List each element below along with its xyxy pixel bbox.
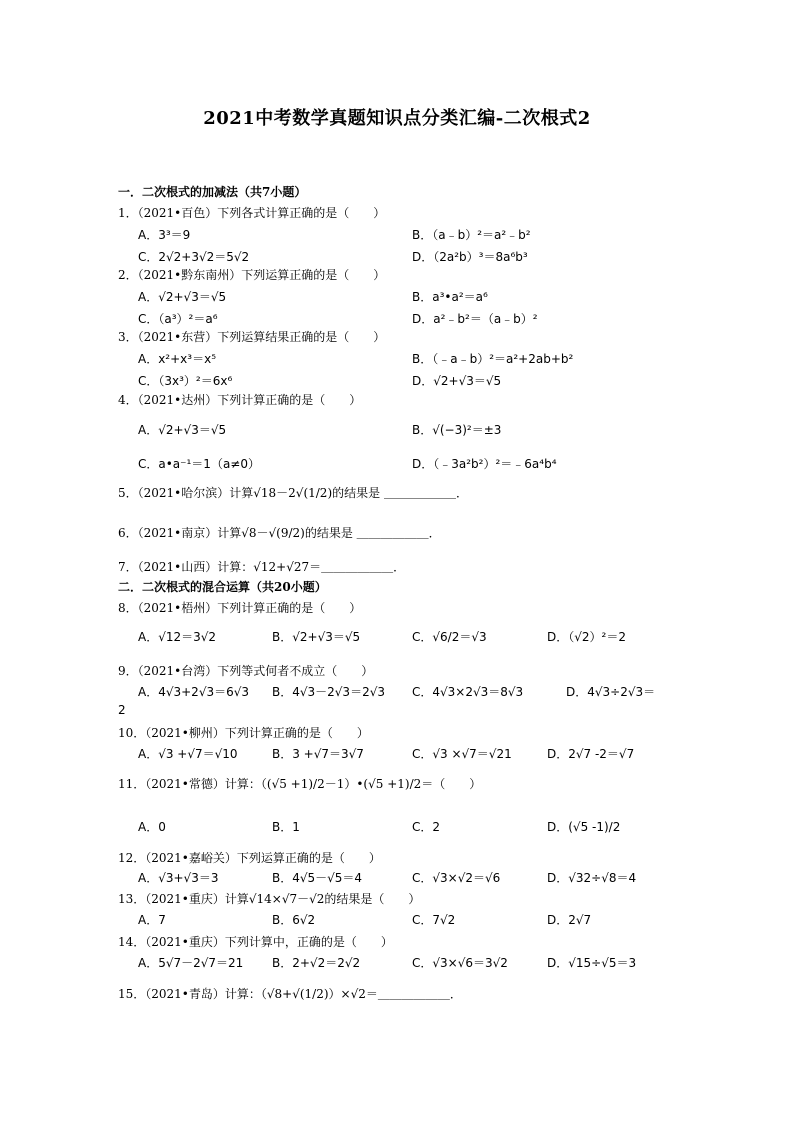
q1-option-d: D．（2a²b）³＝8a⁶b³	[412, 250, 528, 264]
q1-option-b: B．（a﹣b）²＝a²﹣b²	[412, 228, 531, 242]
q8-option-d: D．（√2）²＝2	[547, 630, 626, 644]
q12-option-c: C．√3×√2＝√6	[412, 871, 501, 885]
question-9-stem: 9．（2021•台湾）下列等式何者不成立（ ）	[118, 664, 374, 678]
q3-option-a: A．x²+x³＝x⁵	[138, 352, 217, 366]
q8-option-c: C．√6/2＝√3	[412, 630, 487, 644]
q10-option-a: A．√3 +√7＝√10	[138, 747, 238, 761]
question-3-stem: 3．（2021•东营）下列运算结果正确的是（ ）	[118, 330, 386, 344]
question-5-stem: 5．（2021•哈尔滨）计算√18－2√(1/2)的结果是 ＿＿＿＿＿＿．	[118, 486, 468, 500]
q1-option-a: A．3³＝9	[138, 228, 191, 242]
q9-option-d: D．4√3÷2√3＝	[566, 685, 656, 699]
question-6-stem: 6．（2021•南京）计算√8－√(9/2)的结果是 ＿＿＿＿＿＿．	[118, 526, 441, 540]
q9-option-b: B．4√3－2√3＝2√3	[272, 685, 385, 699]
question-13-stem: 13．（2021•重庆）计算√14×√7－√2的结果是（ ）	[118, 892, 421, 906]
q11-option-c: C．2	[412, 820, 441, 834]
q3-option-b: B．（﹣a﹣b）²＝a²+2ab+b²	[412, 352, 574, 366]
q8-option-a: A．√12＝3√2	[138, 630, 217, 644]
q14-option-a: A．5√7－2√7＝21	[138, 956, 244, 970]
q10-option-b: B．3 +√7＝3√7	[272, 747, 364, 761]
q4-option-d: D．（﹣3a²b²）²＝﹣6a⁴b⁴	[412, 457, 557, 471]
q2-option-c: C．（a³）²＝a⁶	[138, 312, 218, 326]
page-title: 2021中考数学真题知识点分类汇编-二次根式2	[203, 108, 591, 129]
q9-option-d-tail: 2	[118, 703, 126, 717]
q8-option-b: B．√2+√3＝√5	[272, 630, 361, 644]
question-2-stem: 2．（2021•黔东南州）下列运算正确的是（ ）	[118, 268, 386, 282]
q2-option-d: D．a²﹣b²＝（a﹣b）²	[412, 312, 538, 326]
question-8-stem: 8．（2021•梧州）下列计算正确的是（ ）	[118, 601, 362, 615]
q1-option-c: C．2√2+3√2＝5√2	[138, 250, 250, 264]
question-1-stem: 1．（2021•百色）下列各式计算正确的是（ ）	[118, 206, 386, 220]
q12-option-a: A．√3+√3＝3	[138, 871, 219, 885]
q10-option-d: D．2√7 -2＝√7	[547, 747, 635, 761]
q2-option-a: A．√2+√3＝√5	[138, 290, 227, 304]
q11-option-d: D．(√5 -1)/2	[547, 820, 621, 834]
q13-option-b: B．6√2	[272, 913, 316, 927]
q3-option-c: C．（3x³）²＝6x⁶	[138, 374, 233, 388]
q11-option-b: B．1	[272, 820, 300, 834]
question-12-stem: 12．（2021•嘉峪关）下列运算正确的是（ ）	[118, 851, 381, 865]
q4-option-c: C．a•a⁻¹＝1（a≠0）	[138, 457, 260, 471]
q9-option-a: A．4√3+2√3＝6√3	[138, 685, 250, 699]
question-14-stem: 14．（2021•重庆）下列计算中，正确的是（ ）	[118, 935, 393, 949]
question-15-stem: 15．（2021•青岛）计算：（√8+√(1/2)）×√2＝＿＿＿＿＿＿．	[118, 987, 462, 1001]
q2-option-b: B．a³•a²＝a⁶	[412, 290, 488, 304]
q13-option-c: C．7√2	[412, 913, 456, 927]
q11-option-a: A．0	[138, 820, 166, 834]
question-10-stem: 10．（2021•柳州）下列计算正确的是（ ）	[118, 726, 369, 740]
q13-option-a: A．7	[138, 913, 166, 927]
q4-option-b: B．√(−3)²＝±3	[412, 423, 502, 437]
q9-option-c: C．4√3×2√3＝8√3	[412, 685, 524, 699]
q12-option-d: D．√32÷√8＝4	[547, 871, 637, 885]
section-heading-1: 一．二次根式的加减法（共7小题）	[118, 185, 307, 199]
section-heading-2: 二．二次根式的混合运算（共20小题）	[118, 580, 327, 594]
q4-option-a: A．√2+√3＝√5	[138, 423, 227, 437]
question-4-stem: 4．（2021•达州）下列计算正确的是（ ）	[118, 393, 362, 407]
question-7-stem: 7．（2021•山西）计算：√12+√27＝＿＿＿＿＿＿．	[118, 560, 406, 574]
question-11-stem: 11．（2021•常德）计算：（(√5 +1)/2－1）•(√5 +1)/2＝（ ）	[118, 777, 482, 791]
q12-option-b: B．4√5－√5＝4	[272, 871, 363, 885]
q14-option-b: B．2+√2＝2√2	[272, 956, 361, 970]
q10-option-c: C．√3 ×√7＝√21	[412, 747, 512, 761]
q14-option-d: D．√15÷√5＝3	[547, 956, 637, 970]
q14-option-c: C．√3×√6＝3√2	[412, 956, 508, 970]
q13-option-d: D．2√7	[547, 913, 592, 927]
q3-option-d: D．√2+√3＝√5	[412, 374, 502, 388]
